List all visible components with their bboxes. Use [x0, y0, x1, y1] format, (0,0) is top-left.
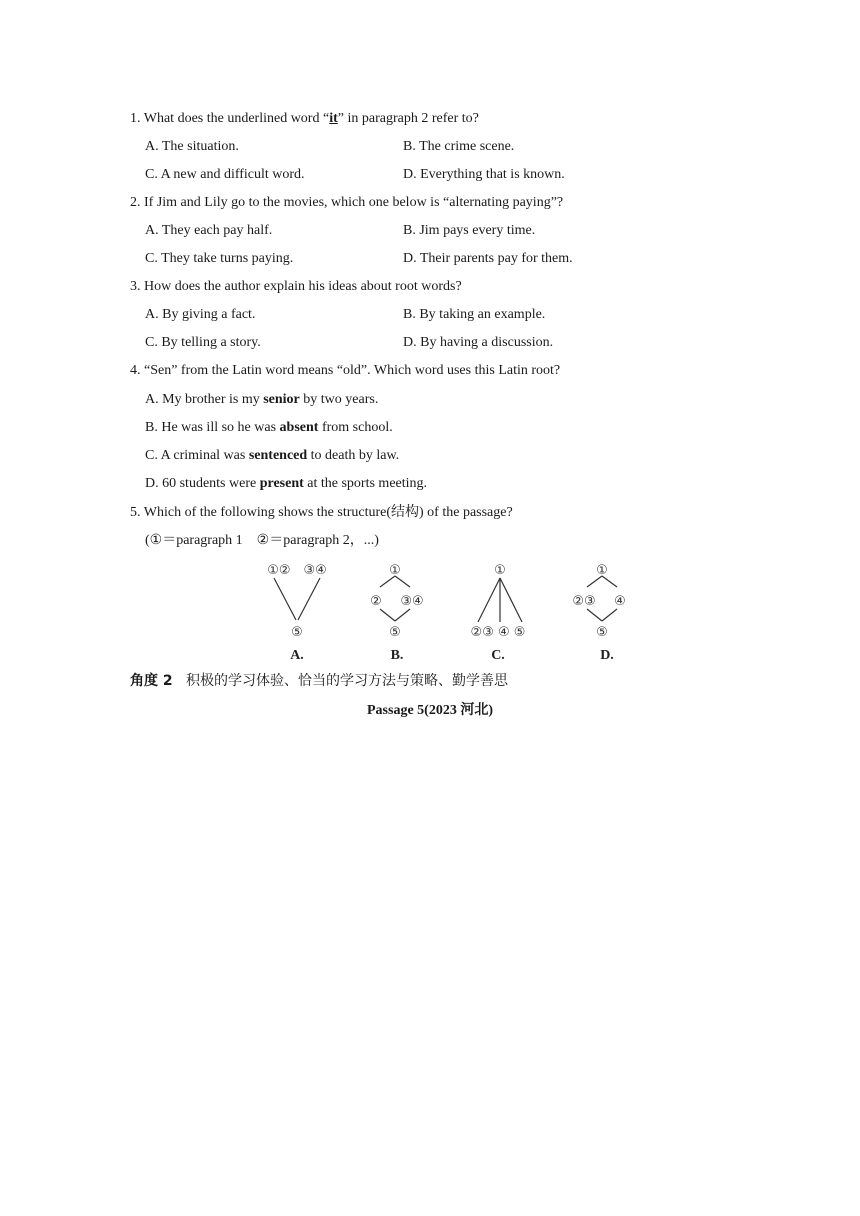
underlined-word: it	[329, 111, 338, 126]
diagram-d-middle-right: ④	[614, 594, 626, 609]
q3-option-a: A. By giving a fact.	[145, 307, 256, 322]
keyword-sentenced: sentenced	[248, 448, 308, 463]
q4-option-a: A. My brother is my senior by two years.	[145, 392, 379, 407]
diagram-d-label: D.	[600, 648, 614, 663]
question-2: 2. If Jim and Lily go to the movies, which one below is “alternating paying”?	[130, 195, 564, 210]
diagram-a-bottom: ⑤	[291, 625, 303, 640]
keyword-absent: absent	[279, 420, 319, 435]
q3-option-c: C. By telling a story.	[145, 335, 261, 350]
q1-option-b: B. The crime scene.	[403, 139, 515, 154]
keyword-senior: senior	[263, 392, 300, 407]
section-title: 积极的学习体验、恰当的学习方法与策略、勤学善思	[185, 673, 508, 689]
q1-option-d: D. Everything that is known.	[403, 167, 565, 182]
q1-option-a: A. The situation.	[145, 139, 239, 154]
section-heading	[130, 672, 508, 690]
diagram-c-line-3	[500, 578, 522, 622]
diagram-b-bottom: ⑤	[389, 625, 401, 640]
diagram-c-bottom: ②③ ④ ⑤	[470, 625, 526, 640]
diagram-b-line-3	[380, 609, 395, 621]
diagram-d-middle-left: ②③	[572, 594, 596, 609]
diagram-c-line-1	[478, 578, 500, 622]
diagram-b-top: ①	[389, 563, 401, 578]
q3-option-d: D. By having a discussion.	[403, 335, 554, 350]
q2-option-d: D. Their parents pay for them.	[403, 251, 573, 266]
question-5: 5. Which of the following shows the structure(结构) of the passage?	[130, 505, 513, 520]
section-label: 角度 2	[130, 673, 173, 689]
diagram-b-label: B.	[390, 648, 404, 663]
diagram-a-line-left	[274, 578, 296, 620]
diagram-a-top: ①② ③④	[267, 563, 327, 578]
diagram-c-label: C.	[491, 648, 505, 663]
question-3: 3. How does the author explain his ideas about root words?	[130, 279, 462, 294]
question-4: 4. “Sen” from the Latin word means “old”. Which word uses this Latin root?	[130, 363, 561, 378]
diagram-a-line-right	[298, 578, 320, 620]
diagram-b-line-4	[395, 609, 410, 621]
q1-option-c: C. A new and difficult word.	[145, 167, 305, 182]
q4-option-b: B. He was ill so he was absent from school.	[145, 420, 393, 435]
diagram-d-line-3	[587, 609, 602, 621]
diagram-d-top: ①	[596, 563, 608, 578]
structure-diagrams-svg	[250, 556, 650, 668]
q2-option-a: A. They each pay half.	[145, 223, 273, 238]
q4-option-c: C. A criminal was sentenced to death by law.	[145, 448, 400, 463]
keyword-present: present	[259, 476, 304, 491]
q2-option-c: C. They take turns paying.	[145, 251, 294, 266]
q5-note: (①＝paragraph 1 ②＝paragraph 2，...)	[145, 533, 379, 548]
diagram-d-bottom: ⑤	[596, 625, 608, 640]
q4-option-d: D. 60 students were present at the sports meeting.	[145, 476, 428, 491]
diagram-b-middle-right: ③④	[400, 594, 424, 609]
diagram-b-middle-left: ②	[370, 594, 382, 609]
q2-option-b: B. Jim pays every time.	[403, 223, 536, 238]
question-1: 1. What does the underlined word “it” in paragraph 2 refer to?	[130, 111, 479, 126]
diagram-a-label: A.	[290, 648, 304, 663]
structure-diagrams	[250, 556, 650, 668]
diagram-c-top: ①	[494, 563, 506, 578]
q3-option-b: B. By taking an example.	[403, 307, 546, 322]
passage-title: Passage 5(2023 河北)	[367, 703, 493, 718]
diagram-d-line-4	[602, 609, 617, 621]
